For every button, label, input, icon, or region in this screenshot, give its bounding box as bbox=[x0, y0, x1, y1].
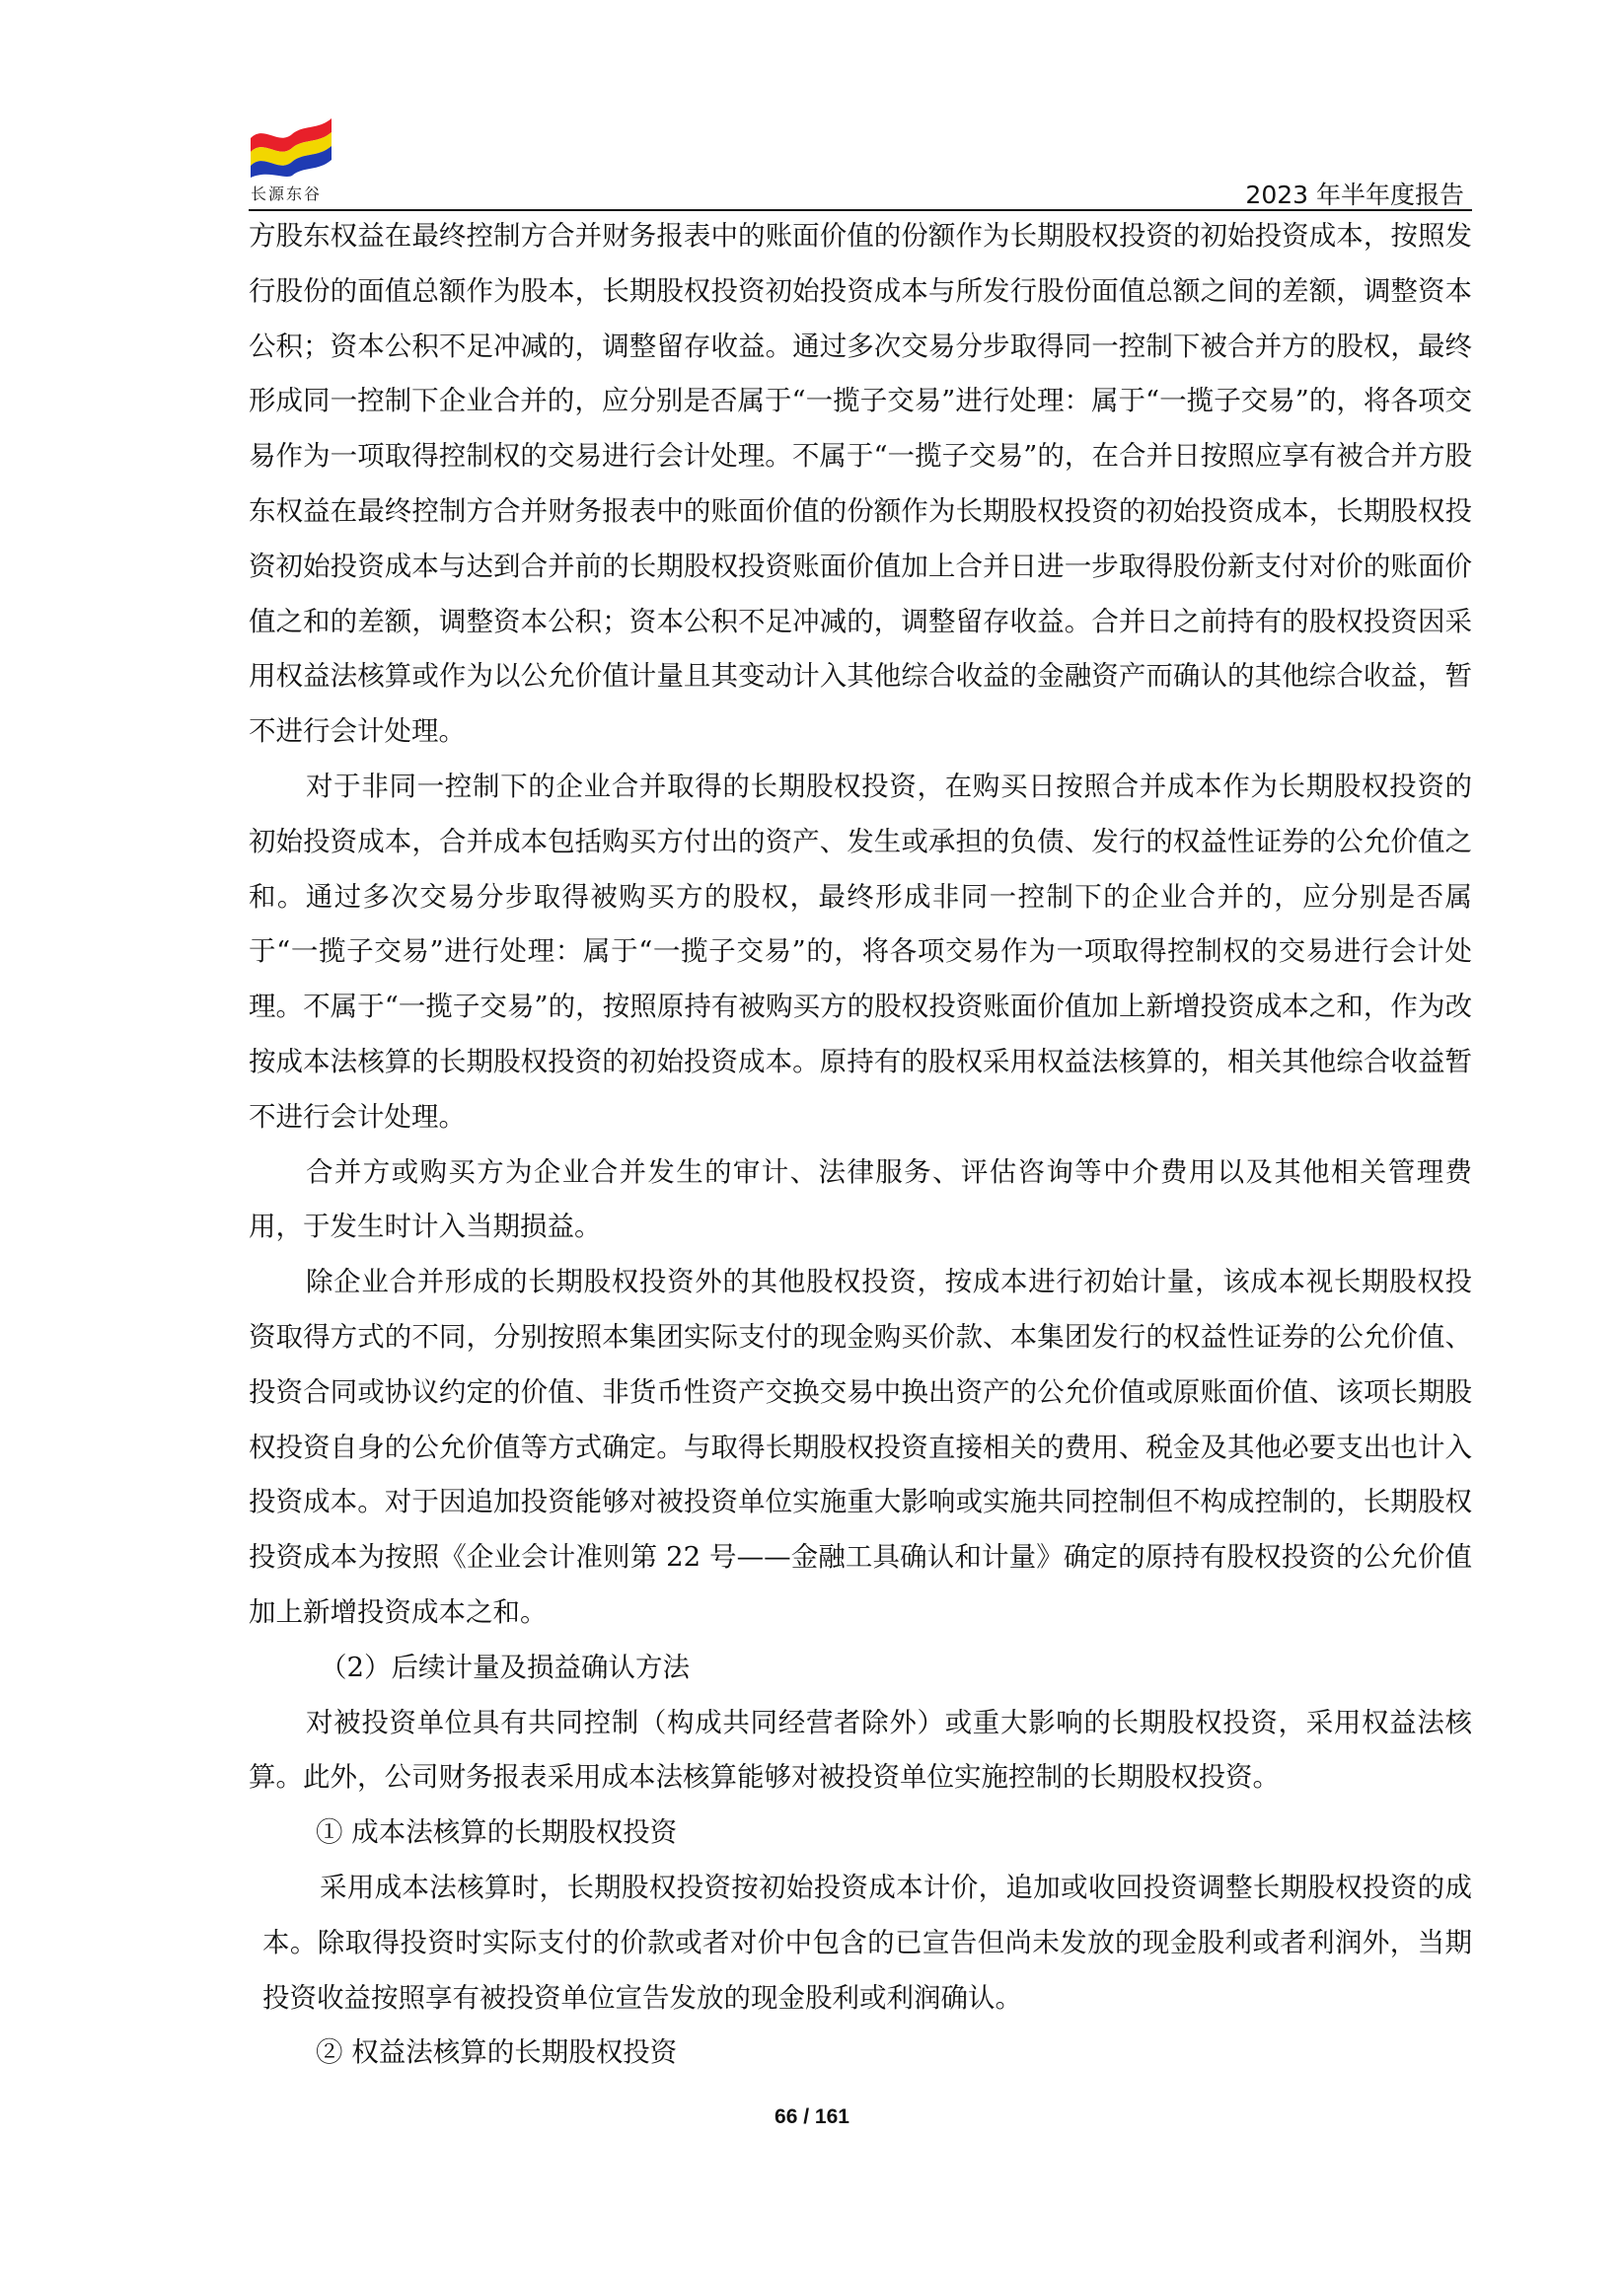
paragraph-non-common-control: 对于非同一控制下的企业合并取得的长期股权投资，在购买日按照合并成本作为长期股权投资的初始投资成本，合并成本包括购买方付出的资产、发生或承担的负债、发行的权益性证券的公允价值之和。通过多次交易分步取得被购买方的股权，最终形成非同一控制下的企业合并的，应分别是否属于“一揽子交易”进行处理：属于“一揽子交易”的，将各项交易作为一项取得控制权的交易进行会计处理。不属于“一揽子交易”的，按照原持有被购买方的股权投资账面价值加上新增投资成本之和，作为改按成本法核算的长期股权投资的初始投资成本。原持有的股权采用权益法核算的，相关其他综合收益暂不进行会计处理。 bbox=[249, 770, 1472, 1133]
document-body bbox=[249, 209, 1472, 2081]
report-title: 2023 年半年度报告 bbox=[1245, 181, 1464, 209]
logo-waves-icon bbox=[249, 116, 333, 178]
page-number: 66 / 161 bbox=[775, 2105, 849, 2128]
subheading-cost-method: ① 成本法核算的长期股权投资 bbox=[316, 1816, 678, 1849]
page-header bbox=[249, 116, 1472, 211]
subheading-equity-method: ② 权益法核算的长期股权投资 bbox=[316, 2036, 678, 2069]
paragraph-equity-method-scope: 对被投资单位具有共同控制（构成共同经营者除外）或重大影响的长期股权投资，采用权益法核算。此外，公司财务报表采用成本法核算能够对被投资单位实施控制的长期股权投资。 bbox=[249, 1706, 1472, 1794]
paragraph-continued: 方股东权益在最终控制方合并财务报表中的账面价值的份额作为长期股权投资的初始投资成本，按照发行股份的面值总额作为股本，长期股权投资初始投资成本与所发行股份面值总额之间的差额，调整资本公积；资本公积不足冲减的，调整留存收益。通过多次交易分步取得同一控制下被合并方的股权，最终形成同一控制下企业合并的，应分别是否属于“一揽子交易”进行处理：属于“一揽子交易”的，将各项交易作为一项取得控制权的交易进行会计处理。不属于“一揽子交易”的，在合并日按照应享有被合并方股东权益在最终控制方合并财务报表中的账面价值的份额作为长期股权投资的初始投资成本，长期股权投资初始投资成本与达到合并前的长期股权投资账面价值加上合并日进一步取得股份新支付对价的账面价值之和的差额，调整资本公积；资本公积不足冲减的，调整留存收益。合并日之前持有的股权投资因采用权益法核算或作为以公允价值计量且其变动计入其他综合收益的金融资产而确认的其他综合收益，暂不进行会计处理。 bbox=[249, 220, 1472, 748]
paragraph-other-investments: 除企业合并形成的长期股权投资外的其他股权投资，按成本进行初始计量，该成本视长期股权投资取得方式的不同，分别按照本集团实际支付的现金购买价款、本集团发行的权益性证券的公允价值、投资合同或协议约定的价值、非货币性资产交换交易中换出资产的公允价值或原账面价值、该项长期股权投资自身的公允价值等方式确定。与取得长期股权投资直接相关的费用、税金及其他必要支出也计入投资成本。对于因追加投资能够对被投资单位实施重大影响或实施共同控制但不构成控制的，长期股权投资成本为按照《企业会计准则第 22 号——金融工具确认和计量》确定的原持有股权投资的公允价值加上新增投资成本之和。 bbox=[249, 1266, 1472, 1628]
logo-text: 长源东谷 bbox=[251, 184, 323, 203]
paragraph-merger-fees: 合并方或购买方为企业合并发生的审计、法律服务、评估咨询等中介费用以及其他相关管理费用，于发生时计入当期损益。 bbox=[249, 1155, 1472, 1243]
company-logo bbox=[249, 116, 333, 211]
paragraph-cost-method: 采用成本法核算时，长期股权投资按初始投资成本计价，追加或收回投资调整长期股权投资的成本。除取得投资时实际支付的价款或者对价中包含的已宣告但尚未发放的现金股利或者利润外，当期投资收益按照享有被投资单位宣告发放的现金股利或利润确认。 bbox=[262, 1871, 1472, 2014]
section-heading-subsequent-measurement: （2）后续计量及损益确认方法 bbox=[320, 1651, 690, 1683]
